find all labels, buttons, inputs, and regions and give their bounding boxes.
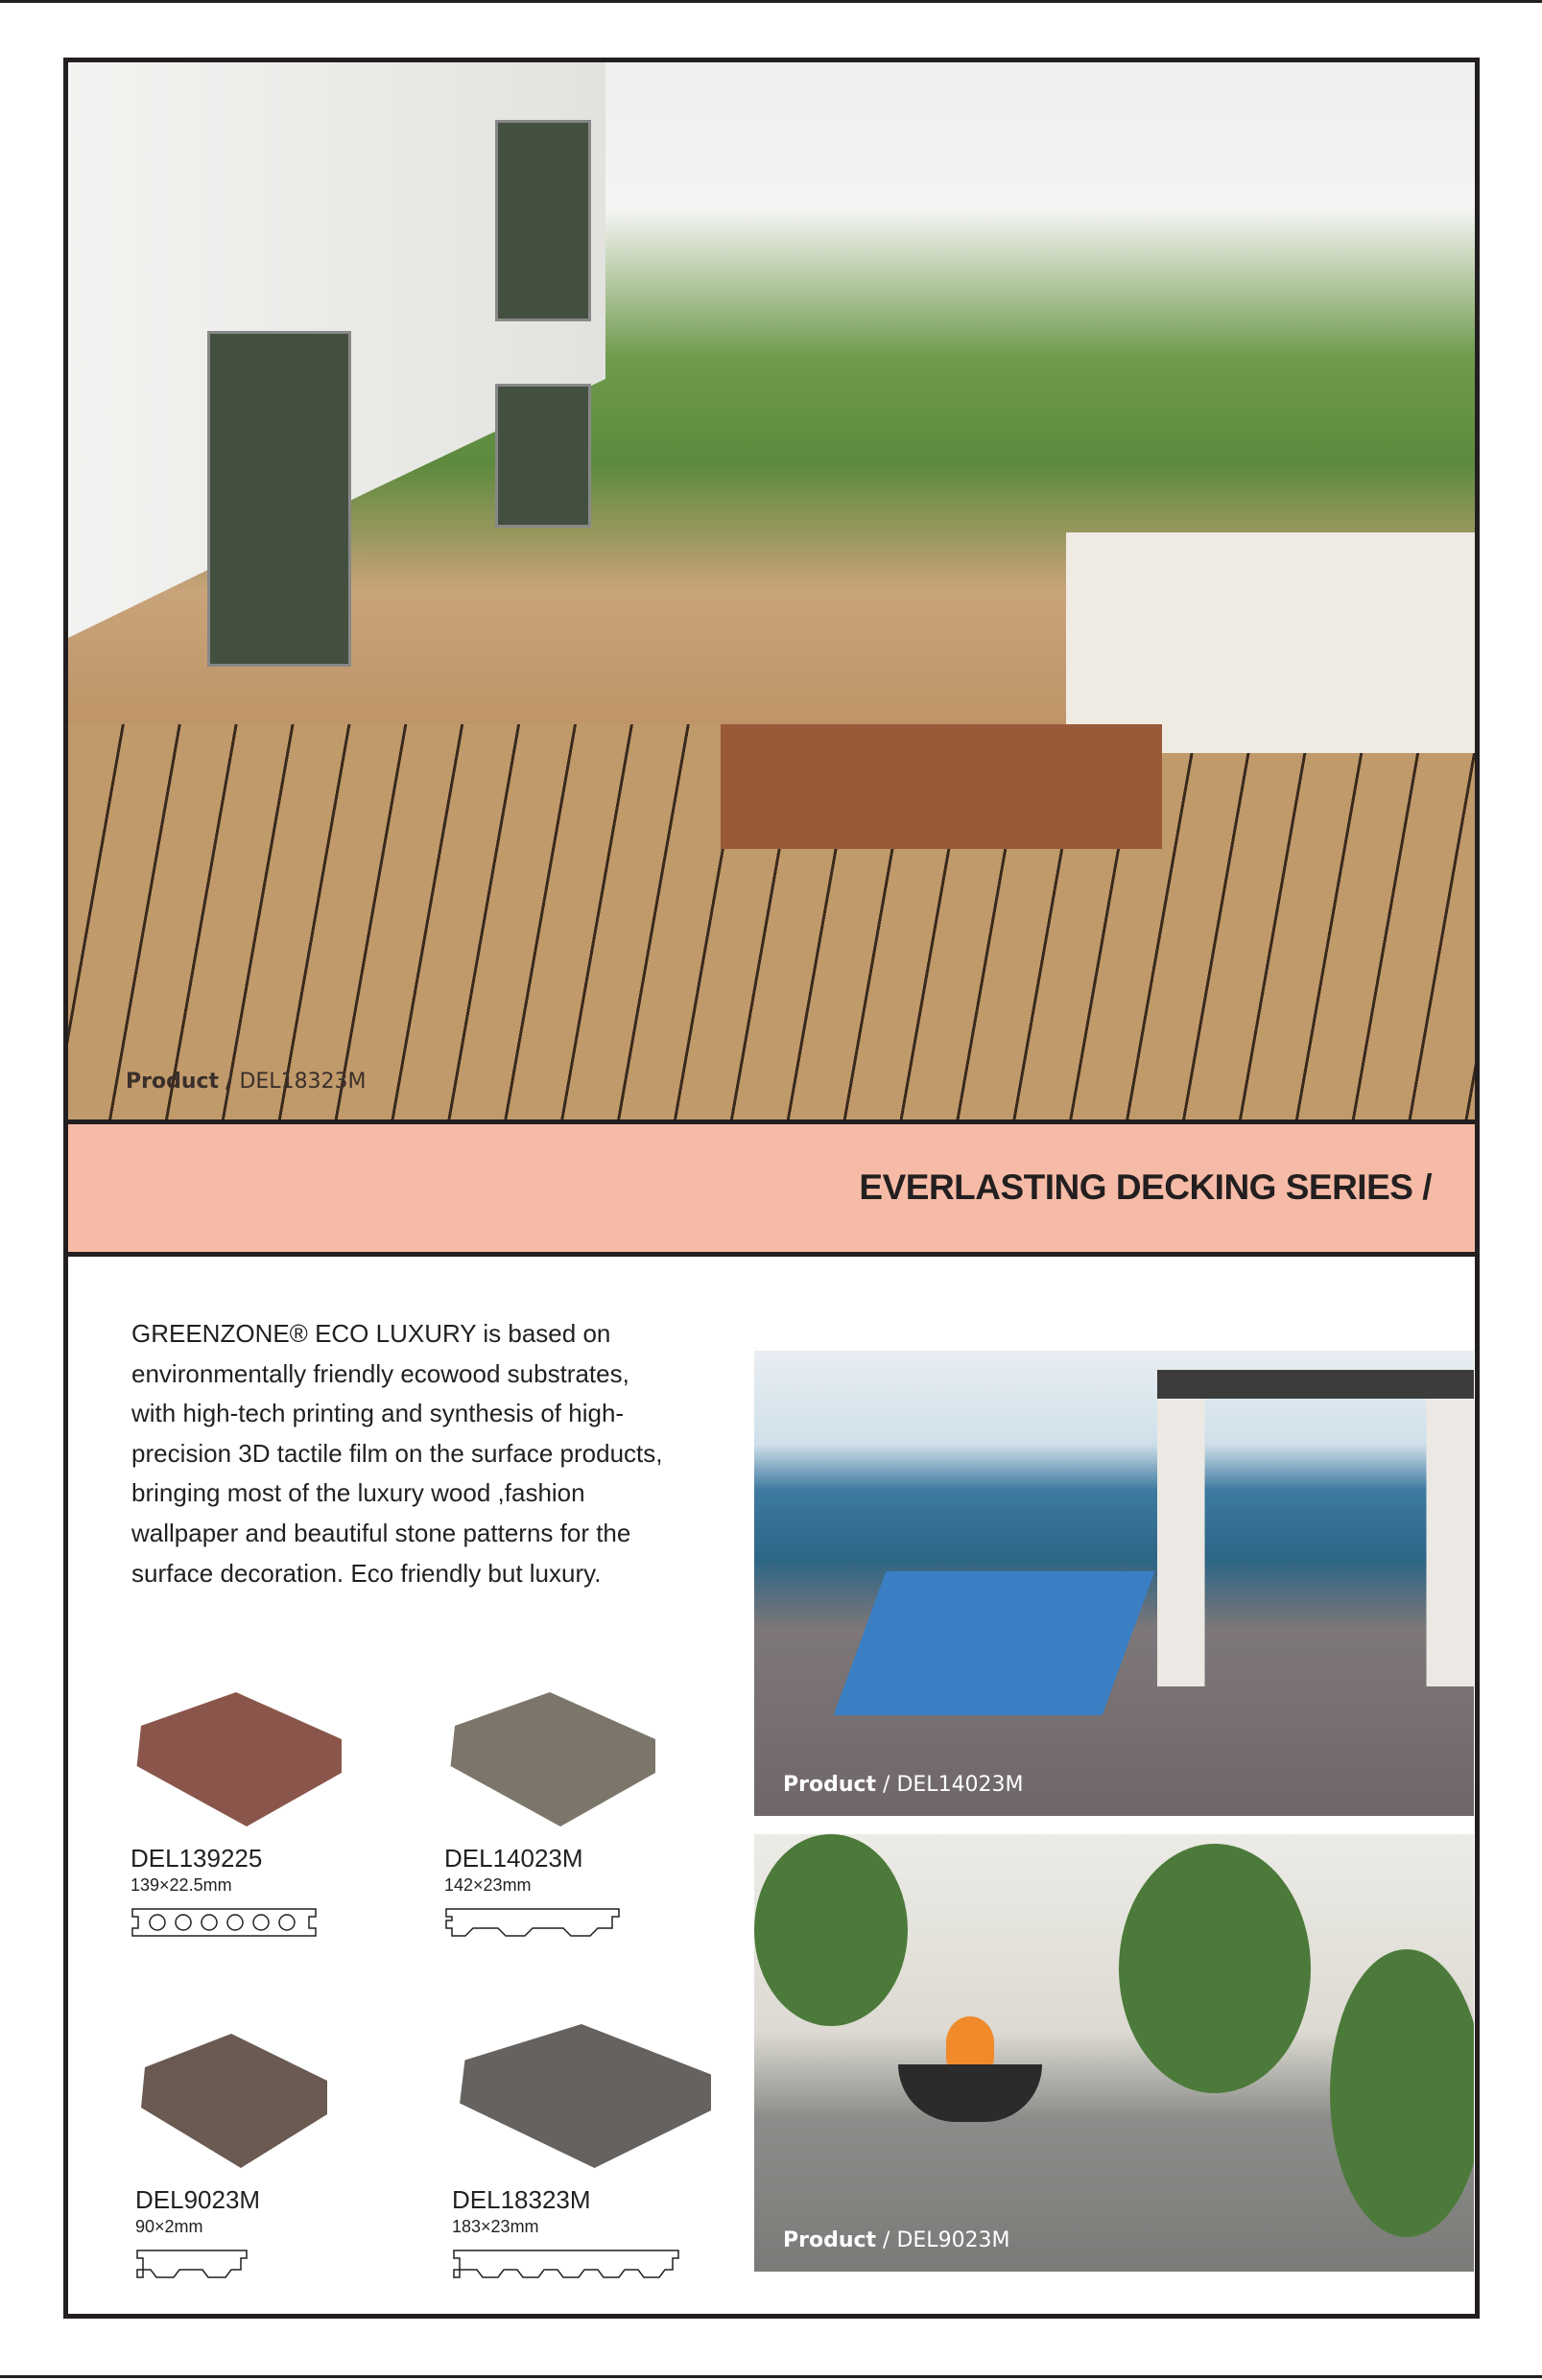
product-dims: 139×22.5mm [130,1875,232,1895]
top-rule [0,0,1542,3]
wood-table [721,724,1162,849]
product-name: DEL18323M [452,2185,591,2214]
product-card [135,2034,423,2279]
product-card [130,1692,418,1938]
cabana [1157,1370,1474,1686]
series-title: EVERLASTING DECKING SERIES / [859,1167,1432,1207]
plant [754,1834,908,2026]
board-image [135,2034,327,2168]
window [495,384,591,528]
photo-caption: Product / DEL9023M [783,2228,1010,2252]
profile-grooved-icon [444,1907,622,1938]
product-dims: 90×2mm [135,2217,203,2236]
profile-grooved-icon [452,2249,682,2279]
product-name: DEL139225 [130,1844,263,1873]
stone-bench [1066,532,1475,753]
board-image [444,1692,655,1826]
pool [834,1571,1155,1715]
window [495,120,591,321]
page-frame [63,58,1480,2319]
product-name: DEL14023M [444,1844,583,1873]
plant [1119,1844,1311,2093]
profile-grooved-icon [135,2249,250,2279]
series-banner [68,1119,1475,1257]
profile-hollow-icon [130,1907,318,1938]
product-dims: 142×23mm [444,1875,532,1895]
bottom-rule [0,2375,1542,2378]
board-image [130,1692,342,1826]
description-text: GREENZONE® ECO LUXURY is based on environmentally friendly ecowood substrates, with high-tech printing and synthesis of high-precision 3D tactile film on the surface products, bringing most of the luxury wood ,fashion wallpaper and beautiful stone patterns for the surface decoration. Eco friendly but luxury. [131,1319,663,1588]
product-name: DEL9023M [135,2185,261,2214]
photo-caption: Product / DEL14023M [783,1773,1024,1797]
board-image [452,2024,711,2168]
product-dims: 183×23mm [452,2217,539,2236]
plant [1330,1949,1474,2237]
window [207,331,351,667]
courtyard-photo [754,1834,1474,2272]
fire [946,2016,994,2069]
fire-bowl [898,2064,1042,2122]
product-card [444,1692,732,1938]
hero-photo [68,62,1475,1119]
hero-caption: Product / DEL18323M [126,1070,367,1094]
pool-deck-photo [754,1351,1474,1816]
product-card [452,2024,759,2279]
